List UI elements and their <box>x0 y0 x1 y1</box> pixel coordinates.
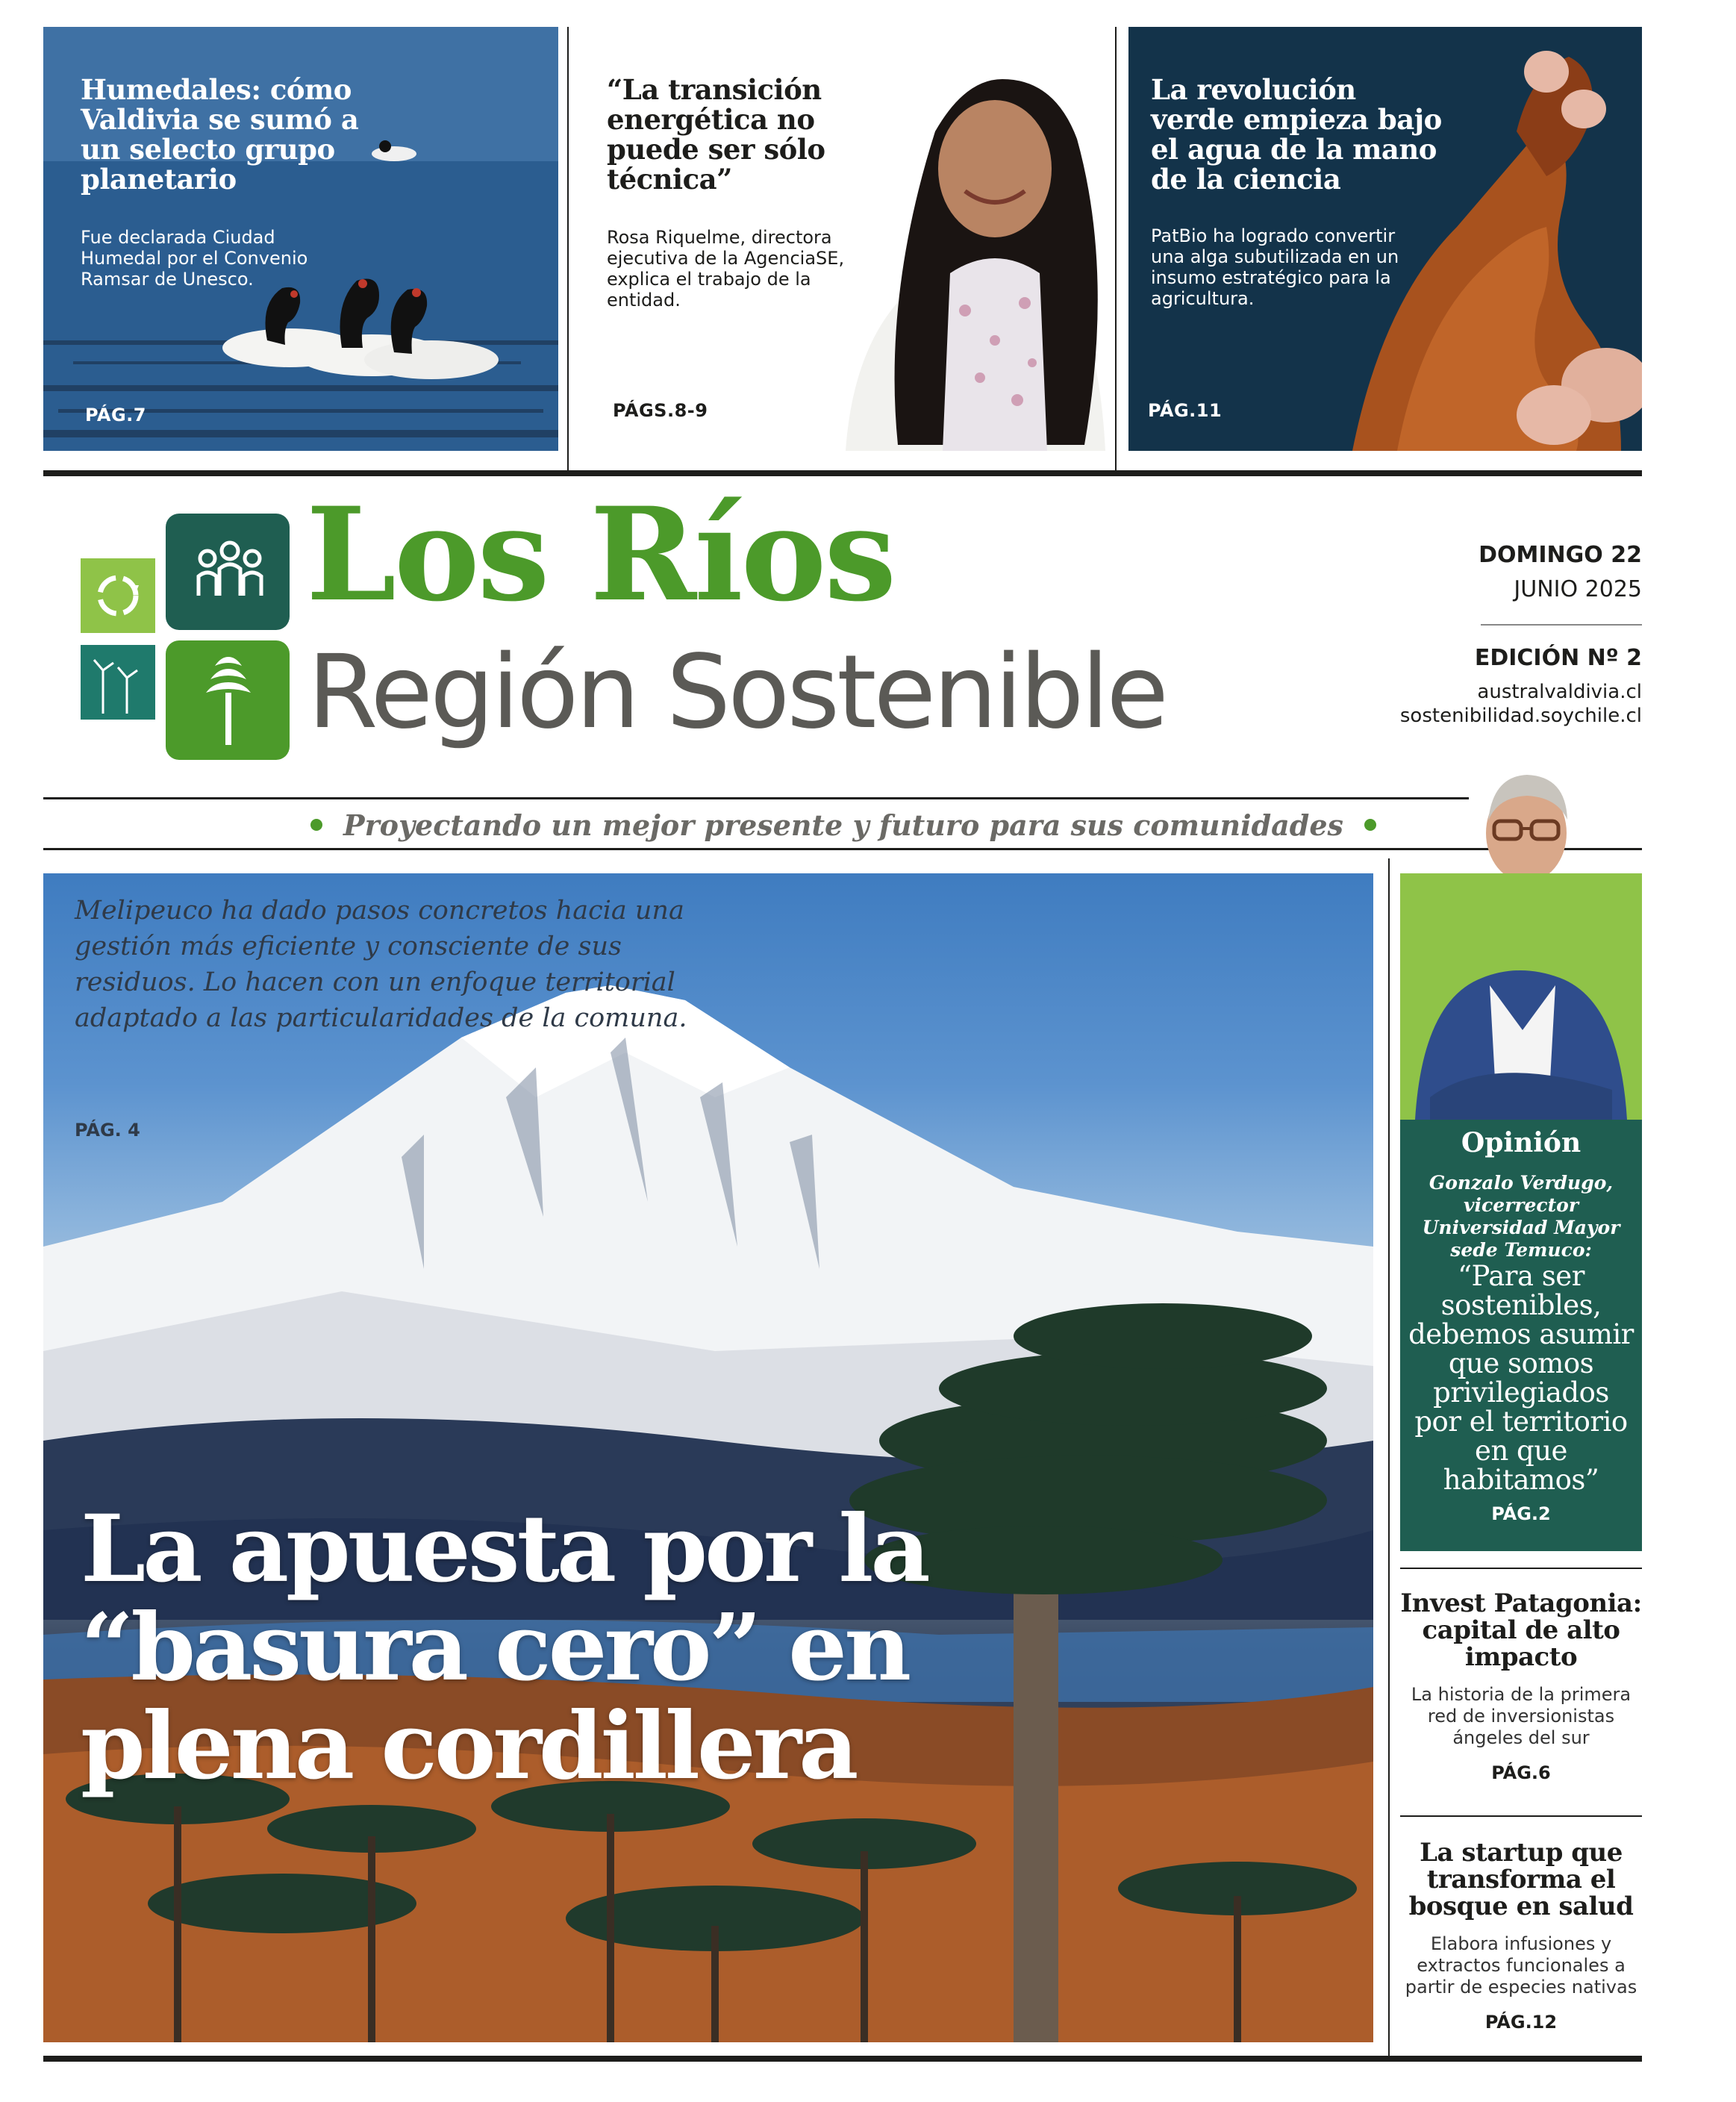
side-story-title: Invest Patagonia: capital de alto impacto <box>1400 1588 1642 1672</box>
teaser-text: Fue declarada Ciudad Humedal por el Convenio Ramsar de Unesco. <box>81 227 308 290</box>
page-bottom-rule <box>43 2056 1642 2062</box>
tree-icon <box>166 640 290 760</box>
side-story-text: Elabora infusiones y extractos funcionales a partir de especies nativas <box>1405 1933 1637 1997</box>
feature-headline: La apuesta por la “basura cero” en plena cordillera <box>81 1495 928 1800</box>
side-story-invest-patagonia[interactable] <box>1400 1590 1642 1783</box>
bullet-icon <box>310 819 322 831</box>
teaser-revolucion-verde[interactable] <box>1128 27 1642 451</box>
column-divider <box>567 27 569 470</box>
bullet-icon <box>1364 819 1376 831</box>
opinion-page: PÁG.2 <box>1491 1503 1551 1524</box>
side-story-title: La startup que transforma el bosque en salud <box>1408 1838 1634 1921</box>
teaser-page: PÁG.11 <box>1148 400 1223 421</box>
teaser-text: Rosa Riquelme, directora ejecutiva de la AgenciaSE, explica el trabajo de la entidad. <box>607 227 845 311</box>
teaser-title: Humedales: cómo Valdivia se sumó a un selecto grupo planetario <box>81 73 359 196</box>
volcano-landscape-photo <box>43 873 1373 2042</box>
teaser-text: PatBio ha logrado convertir una alga subutilizada en un insumo estratégico para la agricultura. <box>1151 225 1399 309</box>
teaser-transicion[interactable] <box>577 27 1105 451</box>
website-link[interactable]: australvaldivia.cl <box>1477 681 1642 703</box>
opinion-box[interactable] <box>1400 873 1642 1551</box>
feature-intro: Melipeuco ha dado pasos concretos hacia una gestión más eficiente y consciente de sus residuos. Lo hacen con un enfoque territorial adaptado a las particularidades de la comuna. <box>75 896 687 1033</box>
side-story-page: PÁG.12 <box>1484 2012 1558 2033</box>
story-rule <box>1400 1568 1642 1569</box>
side-story-page: PÁG.6 <box>1491 1762 1551 1783</box>
wind-turbine-icon <box>81 645 155 720</box>
slogan-bar <box>284 806 1403 843</box>
people-icon <box>166 514 290 630</box>
opinion-author: Gonzalo Verdugo, vicerrector Universidad Mayor sede Temuco: <box>1422 1172 1620 1261</box>
teaser-title: “La transición energética no puede ser sólo técnica” <box>607 73 825 196</box>
edition-number: EDICIÓN Nº 2 <box>1474 645 1642 671</box>
brand-logo <box>81 514 290 760</box>
story-rule <box>1400 1815 1642 1817</box>
brand-subtitle: Región Sostenible <box>307 634 1166 752</box>
feature-page: PÁG. 4 <box>75 1120 140 1141</box>
opinion-label: Opinión <box>1461 1127 1582 1158</box>
website-link[interactable]: sostenibilidad.soychile.cl <box>1399 705 1642 727</box>
masthead-rule <box>43 848 1642 850</box>
teaser-humedales[interactable] <box>43 27 558 451</box>
columnist-photo <box>1400 873 1642 1120</box>
main-feature[interactable] <box>43 873 1373 2042</box>
masthead-rule <box>43 797 1469 799</box>
issue-day: DOMINGO 22 <box>1479 542 1642 568</box>
opinion-quote: “Para ser sostenibles, debemos asumir que somos privilegiados por el territorio en que habitamos” <box>1408 1260 1634 1496</box>
slogan-text: Proyectando un mejor presente y futuro para sus comunidades <box>343 808 1343 842</box>
brand-title: Los Ríos <box>306 478 895 630</box>
column-divider <box>1388 858 1390 2060</box>
teaser-title: La revolución verde empieza bajo el agua de la mano de la ciencia <box>1151 73 1442 196</box>
side-story-startup[interactable] <box>1400 1839 1642 2033</box>
teaser-page: PÁGS.8-9 <box>613 400 708 421</box>
column-divider <box>1115 27 1117 470</box>
issue-month-year: JUNIO 2025 <box>1514 576 1642 602</box>
recycle-icon <box>81 558 155 633</box>
meta-divider <box>1481 624 1642 626</box>
section-rule <box>43 470 1642 476</box>
teaser-page: PÁG.7 <box>85 405 146 425</box>
side-story-text: La historia de la primera red de inversionistas ángeles del sur <box>1411 1684 1632 1748</box>
